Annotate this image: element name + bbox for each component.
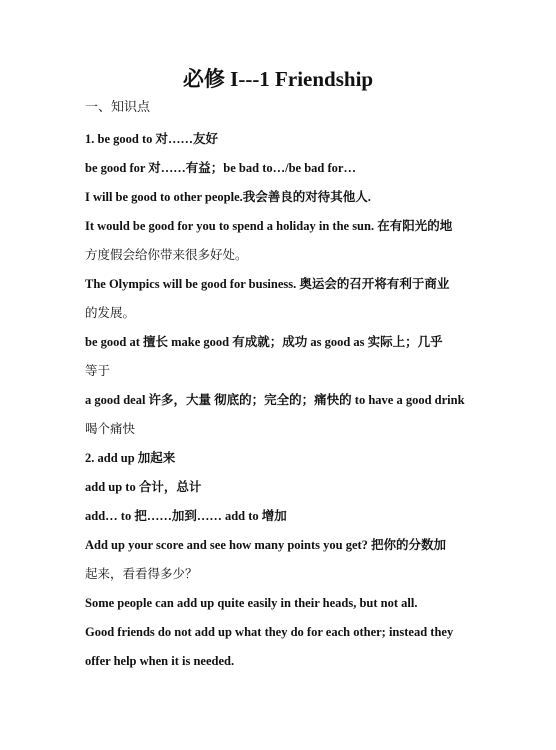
text-line: 等于: [85, 363, 111, 378]
text-line: 喝个痛快: [85, 421, 136, 436]
text-line: 起来，看看得多少？: [85, 566, 198, 581]
text-line: It would be good for you to spend a holiday in the sun. 在有阳光的地: [85, 219, 453, 233]
text-line: add up to 合计，总计: [85, 480, 202, 494]
text-line: Good friends do not add up what they do for each other; instead they: [85, 625, 454, 639]
text-line: be good at 擅长 make good 有成就；成功 as good as 实际上；几乎: [85, 335, 443, 349]
text-line: a good deal 许多，大量 彻底的；完全的；痛快的 to have a good drink: [85, 393, 465, 407]
document-body: [85, 128, 477, 679]
text-line: 1. be good to 对……友好: [85, 132, 218, 146]
text-line: I will be good to other people.我会善良的对待其他人.: [85, 190, 371, 204]
section-heading: 一、知识点: [85, 100, 151, 115]
text-line: add… to 把……加到…… add to 增加: [85, 509, 287, 523]
page-title: 必修 I---1 Friendship: [182, 67, 374, 91]
text-line: 的发展。: [85, 305, 136, 320]
text-line: Some people can add up quite easily in their heads, but not all.: [85, 596, 418, 610]
text-line: 方度假会给你带来很多好处。: [85, 247, 248, 262]
text-line: Add up your score and see how many points you get? 把你的分数加: [85, 538, 447, 552]
text-line: The Olympics will be good for business. 奥运会的召开将有利于商业: [85, 277, 450, 291]
text-line: offer help when it is needed.: [85, 654, 235, 668]
text-line: 2. add up 加起来: [85, 451, 176, 465]
text-line: be good for 对……有益；be bad to…/be bad for…: [85, 161, 356, 175]
